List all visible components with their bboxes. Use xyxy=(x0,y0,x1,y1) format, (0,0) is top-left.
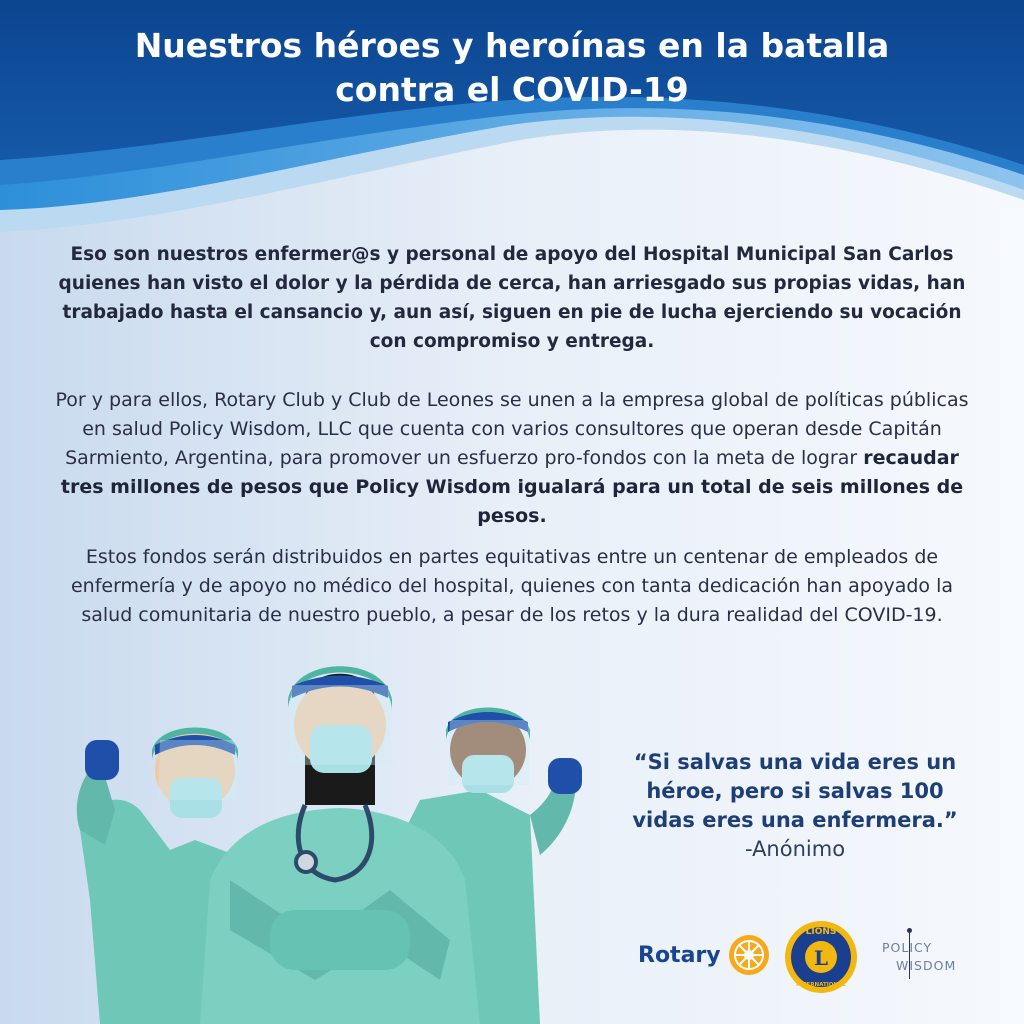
title-line-1: Nuestros héroes y heroínas en la batalla xyxy=(134,26,890,65)
policy-top-text: POLICY xyxy=(882,940,933,955)
lions-top-text: LIONS xyxy=(805,927,837,937)
fundraising-text: Por y para ellos, Rotary Club y Club de Leones se unen a la empresa global de políticas públicas en salud Policy Wisdom, LLC que cuenta con varios consultores que operan desde Capitán Sarmiento, Argentina, para promover un esfuerzo pro-fondos con la meta de lograr xyxy=(55,389,969,469)
policy-wisdom-logo xyxy=(882,928,972,988)
intro-paragraph: Eso son nuestros enfermer@s y personal de apoyo del Hospital Municipal San Carlos quienes han visto el dolor y la pérdida de cerca, han arriesgado sus propias vidas, han trabajado hasta el cansancio y, aun así, siguen en pie de lucha ejerciendo su vocación con compromiso y entrega. xyxy=(58,244,966,352)
page-title xyxy=(0,24,1024,112)
nurses-illustration xyxy=(60,640,620,1024)
quote-text: “Si salvas una vida eres un héroe, pero si salvas 100 vidas eres una enfermera.” xyxy=(632,750,958,832)
quote-block xyxy=(630,748,960,864)
center-nurse xyxy=(200,666,480,1024)
policy-bottom-text: WISDOM xyxy=(896,958,957,973)
quote-author: -Anónimo xyxy=(744,837,846,861)
title-line-2: contra el COVID-19 xyxy=(335,70,689,109)
distribution-paragraph: Estos fondos serán distribuidos en partes equitativas entre un centenar de empleados de enfermería y de apoyo no médico del hospital, quienes con tanta dedicación han apoyado la salud comunitaria de nuestro pueblo, a pesar de los retos y la dura realidad del COVID-19. xyxy=(70,546,954,626)
lions-emblem-icon xyxy=(780,918,862,996)
lions-bottom-text: INTERNATIONAL xyxy=(796,982,846,988)
fundraising-goal: recaudar tres millones de pesos que Policy Wisdom igualará para un total de seis millones de pesos. xyxy=(60,447,964,527)
rotary-logo xyxy=(638,930,773,980)
lions-letter: L xyxy=(813,946,829,970)
fundraising-paragraph xyxy=(50,386,974,531)
rotary-wordmark: Rotary xyxy=(638,942,721,968)
rotary-wheel-icon xyxy=(725,931,773,979)
